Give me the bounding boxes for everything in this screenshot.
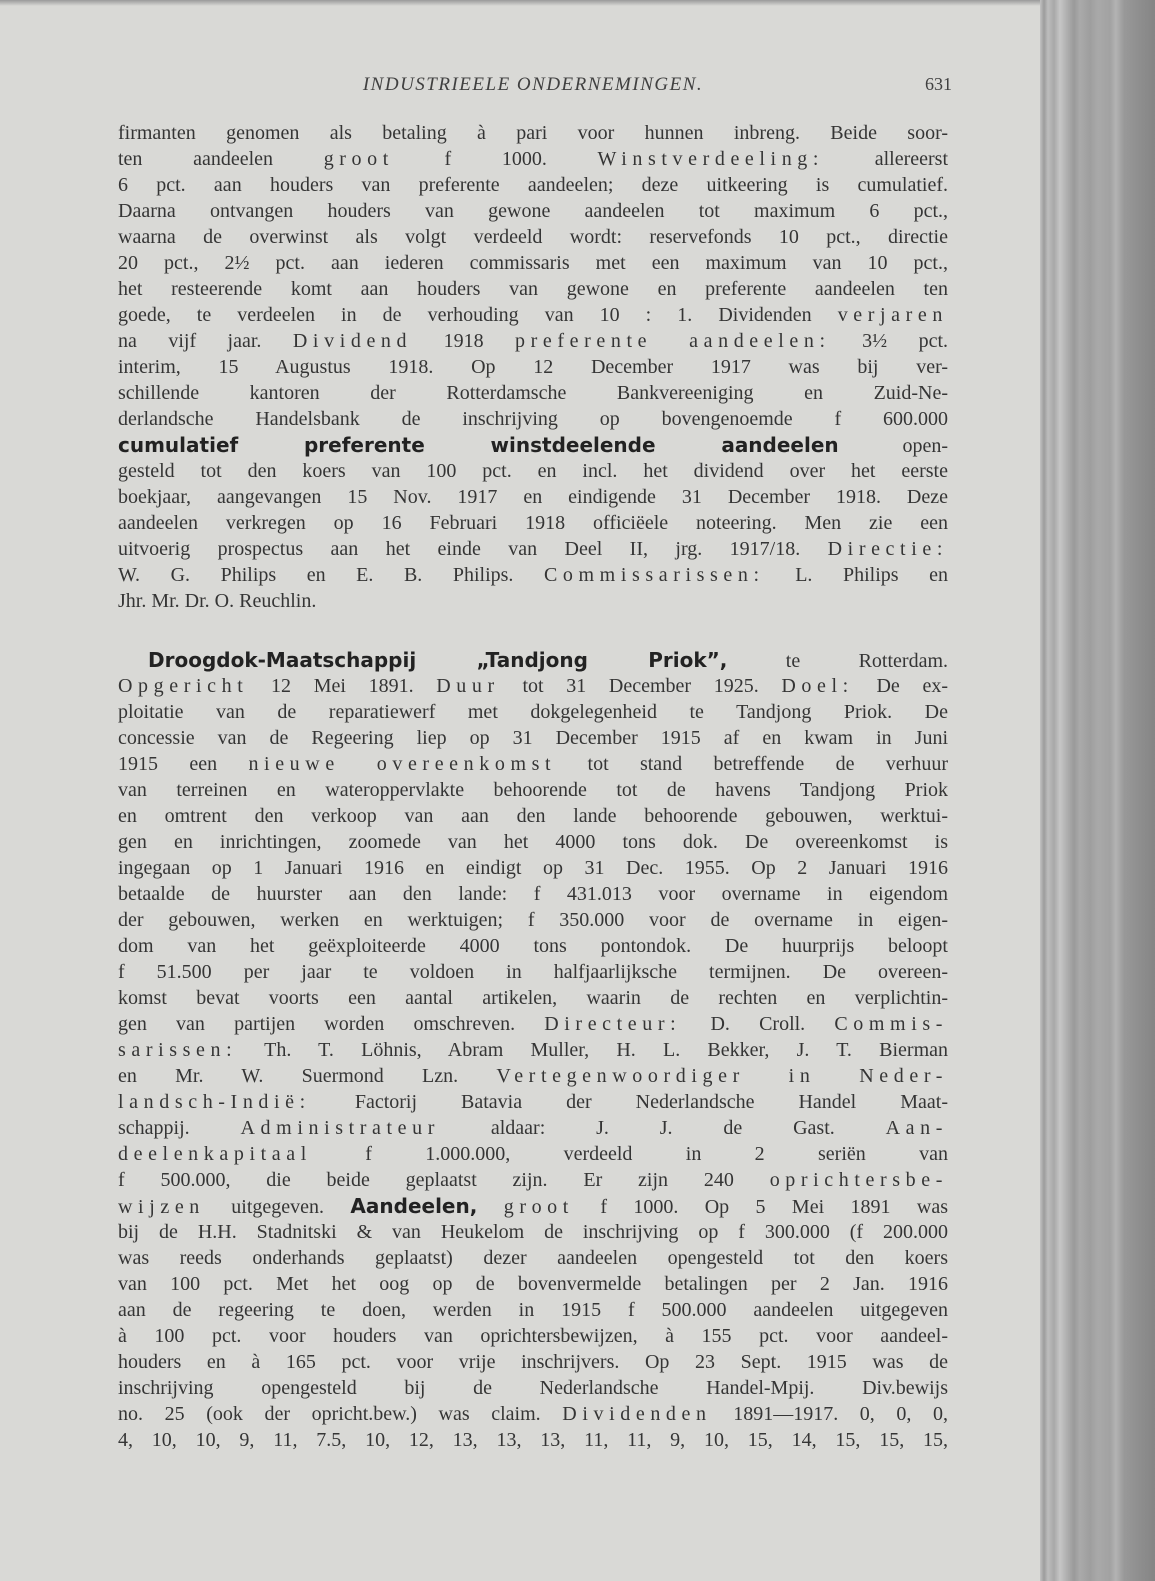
spaced-emphasis-text: deelenkapitaal (118, 1143, 312, 1165)
body-text: f 1.000.000, verdeeld in 2 seriën van (311, 1143, 948, 1165)
body-text: schappij. (118, 1117, 241, 1139)
body-text: van terreinen en wateroppervlakte behoorende tot de havens Tandjong Priok (118, 779, 948, 801)
page-top-shadow (0, 0, 1040, 6)
body-text: 12 Mei 1891. (248, 675, 437, 697)
body-text: aldaar: J. J. de Gast. (440, 1117, 886, 1139)
body-text: 1915 een (118, 753, 249, 775)
spaced-emphasis-text: landsch-Indië: (118, 1091, 311, 1113)
body-text: en omtrent den verkoop van aan den lande behoorende gebouwen, werktui- (118, 805, 948, 827)
body-text: interim, 15 Augustus 1918. Op 12 December 1917 was bij ver- (118, 356, 948, 378)
body-text: waarna de overwinst als volgt verdeeld wordt: reservefonds 10 pct., directie (118, 226, 948, 248)
spaced-emphasis-text: Commis- (834, 1013, 948, 1035)
text-line (118, 120, 948, 146)
text-line (118, 1375, 948, 1401)
text-line (118, 302, 948, 328)
body-text: f 500.000, die beide geplaatst zijn. Er zijn 240 (118, 1169, 770, 1191)
body-text: W. G. Philips en E. B. Philips. (118, 564, 544, 586)
text-line (118, 855, 948, 881)
body-text: 4, 10, 10, 9, 11, 7.5, 10, 12, 13, 13, 13, 11, 11, 9, 10, 15, 14, 15, 15, 15, (118, 1429, 948, 1451)
body-text: inschrijving opengesteld bij de Nederlandsche Handel-Mpij. Div.bewijs (118, 1377, 948, 1399)
text-line (118, 588, 948, 614)
spaced-emphasis-text: sarissen: (118, 1039, 238, 1061)
page-number: 631 (925, 74, 952, 94)
spaced-emphasis-text: Directie: (827, 538, 948, 560)
text-line (118, 380, 948, 406)
body-text: ten aandeelen (118, 148, 324, 170)
text-line (118, 406, 948, 432)
spaced-emphasis-text: groot (323, 148, 394, 170)
body-text: f 1000. (393, 148, 598, 170)
text-line (118, 907, 948, 933)
text-line (118, 881, 948, 907)
text-line (118, 1141, 948, 1167)
text-line (118, 1011, 948, 1037)
body-text: goede, te verdeelen in de verhouding van 10 : 1. Dividenden (118, 304, 838, 326)
body-text: ploitatie van de reparatiewerf met dokgelegenheid te Tandjong Priok. De (118, 701, 948, 723)
spaced-emphasis-text: Dividend (292, 330, 413, 352)
text-line (118, 1115, 948, 1141)
text-line (118, 224, 948, 250)
body-text: f 51.500 per jaar te voldoen in halfjaarlijksche termijnen. De overeen- (118, 961, 948, 983)
text-line (118, 1167, 948, 1193)
spaced-emphasis-text: Directeur: (544, 1013, 682, 1035)
running-header-title: INDUSTRIEELE ONDERNEMINGEN. (362, 74, 704, 95)
spaced-emphasis-text: oprichtersbe- (769, 1169, 948, 1191)
text-line (118, 276, 948, 302)
text-line (118, 146, 948, 172)
spaced-emphasis-text: preferente aandeelen: (515, 330, 831, 352)
text-line (118, 647, 948, 673)
body-text (477, 1196, 503, 1218)
body-text: ingegaan op 1 Januari 1916 en eindigt op 31 Dec. 1955. Op 2 Januari 1916 (118, 857, 948, 879)
spaced-emphasis-text: Doel: (781, 675, 854, 697)
text-line (118, 803, 948, 829)
text-line (118, 562, 948, 588)
bold-heading-text: Aandeelen, (350, 1194, 478, 1218)
spaced-emphasis-text: groot (503, 1196, 574, 1218)
text-line (118, 484, 948, 510)
spaced-emphasis-text: Winstverdeeling: (597, 148, 825, 170)
text-line (118, 673, 948, 699)
bold-heading-text: cumulatief preferente winstdeelende aandeelen (118, 433, 839, 457)
body-text: gesteld tot den koers van 100 pct. en incl. het dividend over het eerste (118, 460, 948, 482)
body-text: dom van het geëxploiteerde 4000 tons pontondok. De huurprijs beloopt (118, 935, 948, 957)
text-line (118, 458, 948, 484)
body-text: tot 31 December 1925. (499, 675, 782, 697)
body-text: D. Croll. (681, 1013, 835, 1035)
body-text: Factorij Batavia der Nederlandsche Handel Maat- (310, 1091, 948, 1113)
text-line (118, 1037, 948, 1063)
text-line (118, 751, 948, 777)
text-line (118, 172, 948, 198)
body-text: der gebouwen, werken en werktuigen; f 350.000 voor de overname in eigen- (118, 909, 948, 931)
body-text: f 1000. Op 5 Mei 1891 was (573, 1196, 948, 1218)
body-text: 20 pct., 2½ pct. aan iederen commissaris met een maximum van 10 pct., (118, 252, 948, 274)
text-line (118, 699, 948, 725)
body-text: het resteerende komt aan houders van gewone en preferente aandeelen ten (118, 278, 948, 300)
text-line (118, 1401, 948, 1427)
text-line (118, 1063, 948, 1089)
spaced-emphasis-text: Administrateur (240, 1117, 440, 1139)
text-line (118, 1245, 948, 1271)
text-line (118, 1089, 948, 1115)
body-text: allereerst (824, 148, 949, 170)
body-text: aandeelen verkregen op 16 Februari 1918 officiëele noteering. Men zie een (118, 512, 948, 534)
spaced-emphasis-text: verjaren (837, 304, 948, 326)
body-text: 3½ pct. (830, 330, 948, 352)
body-text: Daarna ontvangen houders van gewone aandeelen tot maximum 6 pct., (118, 200, 948, 222)
text-line (118, 725, 948, 751)
spaced-emphasis-text: Vertegenwoordiger in Neder- (496, 1065, 948, 1087)
body-text: gen van partijen worden omschreven. (118, 1013, 545, 1035)
bold-heading-text: Droogdok-Maatschappij „Tandjong Priok”, (148, 648, 728, 672)
book-page-edges (1040, 0, 1155, 1581)
body-text: 6 pct. aan houders van preferente aandeelen; deze uitkeering is cumulatief. (118, 174, 948, 196)
body-text: van 100 pct. Met het oog op de bovenvermelde betalingen per 2 Jan. 1916 (118, 1273, 948, 1295)
text-line (118, 1427, 948, 1453)
body-text: te Rotterdam. (727, 650, 949, 672)
text-line (118, 354, 948, 380)
running-header (118, 74, 952, 102)
body-text: was reeds onderhands geplaatst) dezer aandeelen opengesteld tot den koers (118, 1247, 948, 1269)
spaced-emphasis-text: Aan- (885, 1117, 949, 1139)
body-text: betaalde de huurster aan den lande: f 431.013 voor overname in eigendom (118, 883, 948, 905)
body-text: L. Philips en (764, 564, 948, 586)
body-text: à 100 pct. voor houders van oprichtersbewijzen, à 155 pct. voor aandeel- (118, 1325, 948, 1347)
body-text: schillende kantoren der Rotterdamsche Bankvereeniging en Zuid-Ne- (118, 382, 948, 404)
body-text: tot stand betreffende de verhuur (556, 753, 948, 775)
body-text: uitgegeven. (204, 1196, 351, 1218)
text-line (118, 198, 948, 224)
text-line (118, 1349, 948, 1375)
text-line (118, 1271, 948, 1297)
text-line (118, 432, 948, 458)
text-line (118, 933, 948, 959)
body-text: no. 25 (ook der opricht.bew.) was claim. (118, 1403, 563, 1425)
body-text: open- (838, 435, 948, 457)
body-text: 1918 (412, 330, 516, 352)
body-text: bij de H.H. Stadnitski & van Heukelom de inschrijving op f 300.000 (f 200.000 (118, 1221, 948, 1243)
body-text: aan de regeering te doen, werden in 1915 f 500.000 aandeelen uitgegeven (118, 1299, 948, 1321)
text-line (118, 536, 948, 562)
text-line (118, 777, 948, 803)
body-text: na vijf jaar. (118, 330, 293, 352)
spaced-emphasis-text: Commissarissen: (543, 564, 765, 586)
spaced-emphasis-text: Dividenden (562, 1403, 712, 1425)
text-line (118, 1219, 948, 1245)
spaced-emphasis-text: nieuwe overeenkomst (248, 753, 557, 775)
body-text: concessie van de Regeering liep op 31 December 1915 af en kwam in Juni (118, 727, 948, 749)
text-line (118, 959, 948, 985)
body-text: gen en inrichtingen, zoomede van het 4000 tons dok. De overeenkomst is (118, 831, 948, 853)
paragraph-droogdok-tandjong-priok (118, 647, 948, 1453)
text-line (118, 1297, 948, 1323)
spaced-emphasis-text: Opgericht (118, 675, 249, 697)
text-line (118, 510, 948, 536)
body-text: Jhr. Mr. Dr. O. Reuchlin. (118, 590, 317, 612)
body-text: derlandsche Handelsbank de inschrijving op bovengenoemde f 600.000 (118, 408, 948, 430)
text-line (118, 1193, 948, 1219)
body-text: boekjaar, aangevangen 15 Nov. 1917 en eindigende 31 December 1918. Deze (118, 486, 948, 508)
spaced-emphasis-text: Duur (436, 675, 500, 697)
paragraph-philips-continuation (118, 120, 948, 614)
text-line (118, 1323, 948, 1349)
body-text: houders en à 165 pct. voor vrije inschrijvers. Op 23 Sept. 1915 was de (118, 1351, 948, 1373)
text-line (118, 829, 948, 855)
body-text: komst bevat voorts een aantal artikelen, waarin de rechten en verplichtin- (118, 987, 948, 1009)
body-text: De ex- (853, 675, 949, 697)
text-line (118, 328, 948, 354)
body-text: en Mr. W. Suermond Lzn. (118, 1065, 497, 1087)
body-text: 1891—1917. 0, 0, 0, (711, 1403, 949, 1425)
spaced-emphasis-text: wijzen (118, 1196, 205, 1218)
text-line (118, 985, 948, 1011)
body-text: Th. T. Löhnis, Abram Muller, H. L. Bekker, J. T. Bierman (237, 1039, 948, 1061)
body-text: uitvoerig prospectus aan het einde van Deel II, jrg. 1917/18. (118, 538, 828, 560)
text-line (118, 250, 948, 276)
body-text: firmanten genomen als betaling à pari voor hunnen inbreng. Beide soor- (118, 122, 948, 144)
